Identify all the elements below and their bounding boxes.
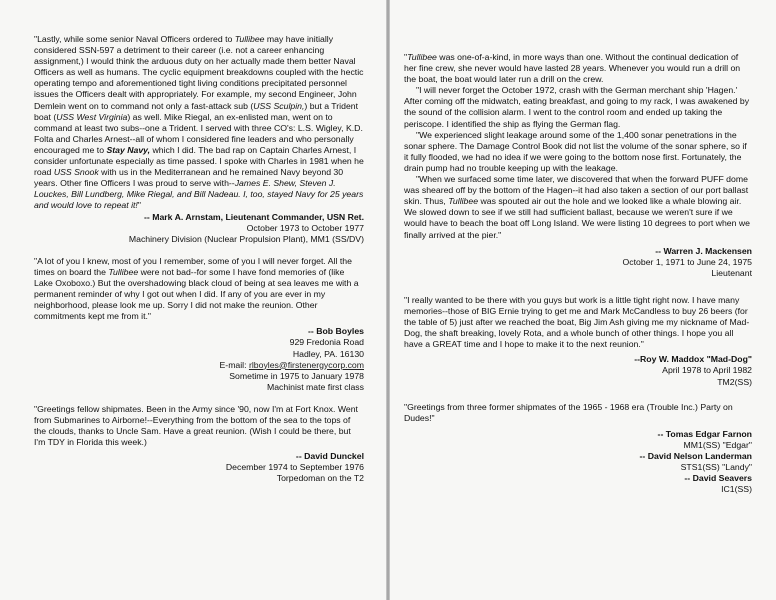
ship-name: Tullibee [448, 196, 479, 207]
ship-name: USS Sculpin, [253, 100, 305, 111]
address-line: Hadley, PA. 16130 [292, 348, 364, 359]
text-run: which I did. The bad rap on Captain Charles Arnest, I consider unfortunate especially as time passed. I spoke with Charles in 1981 when he road [34, 144, 364, 178]
quote-arnstam [34, 34, 364, 245]
signature-dates: December 1974 to September 1976 [225, 462, 364, 473]
text-run: was one-of-a-kind, in more ways than one. Without the continual dedication of her fine crew, she never would have lasted 28 years. Whenever you would run a drill on the boat, the boat would later run a drill on the crew. [404, 52, 741, 85]
ship-name: Tullibee [407, 52, 437, 62]
quote-text [34, 34, 364, 212]
text-run: was spouted air out the hole and we looked like a whale blowing air. We slowed down to see if we still had sufficient ballast, because we weren't sure if we would have to beach the boat off Long Island. We were listing 10 degrees to port when we finally arrived at the pier." [404, 196, 750, 240]
ship-name: Tullibee [234, 34, 265, 44]
signature-role: MM1(SS) "Edgar" [683, 439, 752, 450]
text-run: with us in the Mediterranean and he remained Navy beyond 30 years. Other fine Officers I was proud to serve with-- [34, 167, 344, 189]
signature-role: STS1(SS) "Landy" [680, 462, 752, 473]
signature-role: Machinery Division (Nuclear Propulsion Plant), MM1 (SS/DV) [128, 233, 364, 244]
ship-name: Tullibee [108, 266, 139, 277]
quote-text: "I will never forget the October 1972, crash with the German merchant ship 'Hagen.' After coming off the midwatch, eating breakfast, and going to my rack, I was awakened by the sound of the collision alarm. I went to the control room and ended up taking the periscope. I identified the ship as flying the German flag. [404, 85, 750, 129]
quote-text [34, 256, 364, 323]
email-label: E-mail: [219, 359, 249, 370]
signature-name: -- Tomas Edgar Farnon [657, 428, 752, 439]
quote-boyles [34, 256, 364, 393]
quote-text: "I really wanted to be there with you guys but work is a little tight right now. I have many memories--those of BIG Ernie trying to get me and Mark McCandless to buy 26 beers (for the table of 5) just after we reached the boat, Big Jim Ash giving me my nickname of Mad-Dog, the shaft breaking, lovely Rota, and a whole bunch of other things. I hope you all have a GREAT time and I hope to make it to the next reunion." [404, 294, 750, 350]
right-page [390, 0, 776, 600]
signature-role: IC1(SS) [721, 484, 752, 495]
signature-name: -- David Seavers [684, 473, 752, 484]
email-line [34, 360, 364, 371]
quote-text [404, 174, 752, 241]
text-run: were not bad--for some I have fond memories of (like Lake Oxoboxo.) But the overshadowing black cloud of being at sea leaves me with a permanent reminder of why I got out when I did. If any of you are ever in my neighborhood, please look me up. Sorry I did not make the reunion. Other commitments kept me from it." [34, 266, 359, 322]
signature-dates: April 1978 to April 1982 [662, 365, 752, 376]
text-run: ) as well. Mike Riegal, an ex-enlisted man, went on to command at least two subs--one a Trident. I served with three CO's: L.S. Wigley, K.D. Folta and Charles Arnest--all of whom I considered fine leaders and who personally encouraged me to [34, 111, 363, 155]
signature-role: Torpedoman on the T2 [276, 473, 364, 484]
signature-role: TM2(SS) [717, 376, 752, 387]
quote-maddox [404, 295, 752, 388]
ship-name: USS West Virginia [56, 111, 128, 122]
quote-text: "We experienced slight leakage around some of the 1,400 sonar penetrations in the sonar sphere. The Damage Control Book did not list the volume of the sonar sphere, so if it fully flooded, we had no idea if we were going to the bottom nose first. Fortunately, the drain pump had no trouble keeping up with the leakage. [404, 129, 747, 173]
text-run: ) but a Trident boat ( [34, 100, 359, 122]
text-run: "A lot of you I knew, most of you I remember, some of you I will never forget. All the times on board the [34, 255, 352, 277]
emphasis: Stay Navy, [106, 144, 151, 155]
email-link[interactable]: rlboyles@firstenergycorp.com [248, 359, 364, 370]
signature-dates: October 1, 1971 to June 24, 1975 [622, 256, 752, 267]
quote-mackensen [404, 52, 752, 279]
address-line: 929 Fredonia Road [289, 337, 364, 348]
quote-text: "Tullibee was one-of-a-kind, in more ways than one. Without the continual dedication of her fine crew, she never would have lasted 28 years. Whenever you would run a drill on the boat, the boat would later run a drill on the crew. [404, 52, 741, 85]
signature-role: Lieutenant [711, 267, 752, 278]
signature-name: -- Mark A. Arnstam, Lieutenant Commander, USN Ret. [144, 211, 364, 222]
signature-name: -- Bob Boyles [308, 326, 364, 337]
signature-name: --Roy W. Maddox "Mad-Dog" [634, 354, 752, 365]
left-page [0, 0, 386, 600]
text-run: " [137, 200, 141, 211]
quote-text: "Greetings fellow shipmates. Been in the Army since '90, now I'm at Fort Knox. Went from Submarines to Airborne!--Everything from the bottom of the sea to the tops of the clouds, thanks to Uncle Sam. Have a great reunion. (Wish I could be there, but I'm TDY in Florida this week.) [34, 403, 358, 448]
signature-role: Machinist mate first class [266, 381, 364, 392]
signature-name: -- Warren J. Mackensen [655, 245, 752, 256]
quote-trouble-inc [404, 402, 752, 496]
quote-dunckel [34, 404, 364, 485]
ship-name: USS Snook [53, 167, 99, 178]
text-run: may have initially considered SSN-597 a detriment to their career (i.e. not a career enhancing assignment,) I would think the arduous duty on her actually made them better Naval Officers as well as humans. The cyclic equipment breakdowns coupled with the hectic operating tempo and aforementioned tight living conditions precipitated personnel issues the Officers dealt with appropriately. For example, my second Engineer, John Demlein went on to command not only a fast-attack sub ( [34, 34, 364, 111]
text-run: "Lastly, while some senior Naval Officers ordered to [34, 34, 235, 44]
signature-dates: Sometime in 1975 to January 1978 [229, 370, 364, 381]
signature-name: -- David Nelson Landerman [639, 451, 752, 461]
quote-text: "Greetings from three former shipmates of the 1965 - 1968 era (Trouble Inc.) Party on Dudes!" [404, 401, 733, 423]
signature-dates: October 1973 to October 1977 [246, 222, 364, 233]
officer-names: James E. Shew, Steven J. Louckes, Bill Lundberg, Mike Riegal, and Bill Nadeau. I, too, stayed Navy for 25 years and would love to repeat it! [34, 178, 364, 211]
text-run: "When we surfaced some time later, we discovered that when the forward PUFF dome was sheared off by the bottom of the Hagen--it had also taken a section of our port ballast skin. Thus, [404, 174, 749, 207]
signature-name: -- David Dunckel [295, 451, 364, 462]
